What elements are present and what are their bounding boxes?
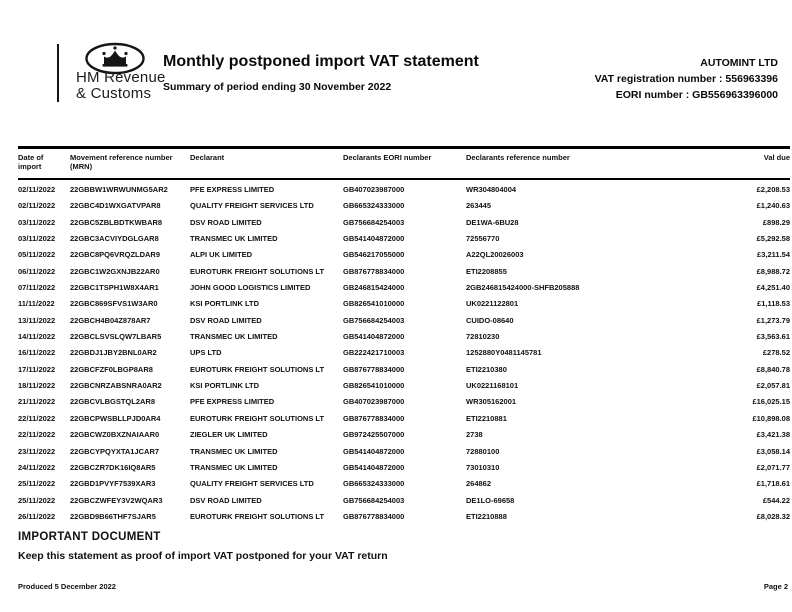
cell-declarant-reference: 73010310 <box>466 462 500 472</box>
cell-import-date: 11/11/2022 <box>18 299 55 309</box>
hmrc-logo-line2: & Customs <box>76 85 152 102</box>
table-row <box>18 329 790 345</box>
period-summary: Summary of period ending 30 November 2022 <box>163 81 392 93</box>
cell-declarant-eori: GB222421710003 <box>343 348 405 358</box>
cell-declarant: UPS LTD <box>190 348 222 358</box>
column-header-date: Date of import <box>18 153 44 171</box>
table-row <box>18 362 790 378</box>
cell-declarant: ZIEGLER UK LIMITED <box>190 430 268 440</box>
cell-declarant: DSV ROAD LIMITED <box>190 315 262 325</box>
table-row <box>18 444 790 460</box>
cell-mrn: 22GBCYPQYXTA1JCAR7 <box>70 446 160 456</box>
cell-import-date: 05/11/2022 <box>18 250 56 260</box>
cell-declarant-reference: WR305162001 <box>466 397 517 407</box>
cell-import-date: 22/11/2022 <box>18 413 56 423</box>
cell-val-due: £898.29 <box>762 217 790 227</box>
hmrc-logo-text <box>76 70 166 102</box>
column-header-eori: Declarants EORI number <box>343 153 432 162</box>
cell-import-date: 03/11/2022 <box>18 234 56 244</box>
produced-date: Produced 5 December 2022 <box>18 582 116 591</box>
cell-declarant-reference: 72556770 <box>466 234 500 244</box>
cell-declarant: QUALITY FREIGHT SERVICES LTD <box>190 479 314 489</box>
cell-declarant-reference: ETI2210881 <box>466 413 507 423</box>
logo-divider-line <box>57 44 59 102</box>
cell-declarant-eori: GB541404872000 <box>343 332 405 342</box>
cell-mrn: 22GBC5ZBLBDTKWBAR8 <box>70 217 163 227</box>
cell-declarant-reference: A22QL20026003 <box>466 250 524 260</box>
table-row <box>18 296 790 312</box>
cell-mrn: 22GBCWZ0BXZNAIAAR0 <box>70 430 160 440</box>
cell-val-due: £1,118.53 <box>757 299 790 309</box>
cell-import-date: 25/11/2022 <box>18 479 56 489</box>
cell-declarant-reference: WR304804004 <box>466 185 517 194</box>
cell-declarant-eori: GB541404872000 <box>343 446 405 456</box>
cell-mrn: 22GBCLSVSLQW7LBAR5 <box>70 332 162 342</box>
cell-val-due: £3,421.38 <box>756 430 790 440</box>
cell-val-due: £2,057.81 <box>756 381 790 391</box>
cell-mrn: 22GBC1TSPH1W8X4AR1 <box>70 283 159 293</box>
cell-declarant-reference: DE1WA-6BU28 <box>466 217 519 227</box>
cell-mrn: 22GBD9B66THF7SJAR5 <box>70 511 156 521</box>
column-header-declarant: Declarant <box>190 153 225 162</box>
cell-declarant: EUROTURK FREIGHT SOLUTIONS LT <box>190 413 325 423</box>
table-row <box>18 411 790 427</box>
cell-import-date: 02/11/2022 <box>18 185 56 194</box>
cell-mrn: 22GBC869SFVS1W3AR0 <box>70 299 158 309</box>
cell-mrn: 22GBCH4B04Z878AR7 <box>70 315 151 325</box>
cell-val-due: £2,208.53 <box>756 185 790 194</box>
cell-mrn: 22GBBW1WRWUNMG5AR2 <box>70 185 168 194</box>
cell-declarant-eori: GB541404872000 <box>343 462 405 472</box>
cell-val-due: £3,211.54 <box>757 250 790 260</box>
cell-import-date: 07/11/2022 <box>18 283 56 293</box>
cell-declarant-reference: 72880100 <box>466 446 500 456</box>
cell-import-date: 06/11/2022 <box>18 266 56 276</box>
cell-declarant-reference: UK0221122801 <box>466 299 519 309</box>
cell-declarant: QUALITY FREIGHT SERVICES LTD <box>190 201 314 211</box>
cell-declarant: ALPI UK LIMITED <box>190 250 253 260</box>
cell-declarant: DSV ROAD LIMITED <box>190 495 262 505</box>
company-name: AUTOMINT LTD <box>700 57 778 69</box>
cell-val-due: £8,840.78 <box>756 364 790 374</box>
cell-declarant-eori: GB665324333000 <box>343 201 405 211</box>
table-row <box>18 313 790 329</box>
cell-declarant-eori: GB756684254003 <box>343 495 405 505</box>
cell-declarant-eori: GB246815424000 <box>343 283 405 293</box>
cell-declarant: EUROTURK FREIGHT SOLUTIONS LT <box>190 511 325 521</box>
cell-import-date: 25/11/2022 <box>18 495 56 505</box>
cell-declarant: PFE EXPRESS LIMITED <box>190 185 275 194</box>
cell-declarant-eori: GB756684254003 <box>343 217 405 227</box>
table-row <box>18 460 790 476</box>
cell-declarant-eori: GB876778834000 <box>343 364 405 374</box>
cell-val-due: £4,251.40 <box>756 283 790 293</box>
table-row <box>18 182 790 198</box>
cell-declarant-eori: GB826541010000 <box>343 299 405 309</box>
cell-import-date: 02/11/2022 <box>18 201 56 211</box>
cell-val-due: £16,025.15 <box>752 397 790 407</box>
cell-mrn: 22GBC4D1WXGATVPAR8 <box>70 201 161 211</box>
table-row <box>18 394 790 410</box>
table-row <box>18 198 790 214</box>
cell-declarant-reference: 72810230 <box>466 332 500 342</box>
company-details <box>595 55 778 103</box>
cell-mrn: 22GBD1PVYF7539XAR3 <box>70 479 156 489</box>
table-row <box>18 345 790 361</box>
cell-val-due: £1,273.79 <box>756 315 790 325</box>
page-number: Page 2 <box>763 582 788 591</box>
cell-declarant: PFE EXPRESS LIMITED <box>190 397 275 407</box>
cell-import-date: 24/11/2022 <box>18 462 56 472</box>
cell-declarant-reference: ETI2210380 <box>466 364 507 374</box>
important-document-heading: IMPORTANT DOCUMENT <box>18 531 161 543</box>
cell-val-due: £8,028.32 <box>756 511 790 521</box>
important-document-text: Keep this statement as proof of import VAT postponed for your VAT return <box>18 550 388 562</box>
cell-declarant: TRANSMEC UK LIMITED <box>190 234 278 244</box>
column-header-reference: Declarants reference number <box>466 153 570 162</box>
cell-declarant-eori: GB876778834000 <box>343 413 405 423</box>
cell-declarant-eori: GB826541010000 <box>343 381 405 391</box>
cell-import-date: 26/11/2022 <box>18 511 56 521</box>
cell-mrn: 22GBCVLBGSTQL2AR8 <box>70 397 156 407</box>
cell-val-due: £8,988.72 <box>756 266 790 276</box>
cell-declarant-eori: GB546217055000 <box>343 250 405 260</box>
cell-import-date: 16/11/2022 <box>18 348 56 358</box>
cell-mrn: 22GBC1W2GXNJB22AR0 <box>70 266 160 276</box>
cell-declarant-reference: ETI2210888 <box>466 511 507 521</box>
cell-declarant: JOHN GOOD LOGISTICS LIMITED <box>190 283 311 293</box>
table-row <box>18 476 790 492</box>
cell-declarant-reference: 2GB246815424000-SHFB205888 <box>466 283 580 293</box>
cell-declarant-reference: ETI2208855 <box>466 266 507 276</box>
cell-declarant: TRANSMEC UK LIMITED <box>190 332 278 342</box>
cell-val-due: £544.22 <box>762 495 790 505</box>
cell-mrn: 22GBC8PQ6VRQZLDAR9 <box>70 250 161 260</box>
cell-mrn: 22GBDJ1JBY2BNL0AR2 <box>70 348 157 358</box>
cell-declarant: EUROTURK FREIGHT SOLUTIONS LT <box>190 364 325 374</box>
cell-val-due: £3,563.61 <box>756 332 790 342</box>
cell-mrn: 22GBCZWFEY3V2WQAR3 <box>70 495 163 505</box>
cell-declarant-reference: 1252880Y0481145781 <box>466 348 542 358</box>
cell-val-due: £2,071.77 <box>756 462 790 472</box>
vat-registration-number: VAT registration number : 556963396 <box>594 73 778 85</box>
cell-import-date: 22/11/2022 <box>18 430 56 440</box>
cell-declarant-eori: GB407023987000 <box>343 397 405 407</box>
cell-mrn: 22GBCPWSBLLPJD0AR4 <box>70 413 161 423</box>
cell-declarant: KSI PORTLINK LTD <box>190 299 260 309</box>
cell-declarant: KSI PORTLINK LTD <box>190 381 260 391</box>
cell-import-date: 13/11/2022 <box>18 315 56 325</box>
table-body <box>18 180 790 525</box>
cell-val-due: £1,240.63 <box>756 201 790 211</box>
hmrc-logo-line1: HM Revenue <box>76 69 166 86</box>
cell-declarant-reference: 264862 <box>466 479 492 489</box>
vat-statement-table <box>18 146 790 525</box>
cell-declarant-eori: GB756684254003 <box>343 315 405 325</box>
cell-declarant-eori: GB665324333000 <box>343 479 405 489</box>
cell-declarant-eori: GB972425507000 <box>343 430 405 440</box>
cell-declarant-reference: 263445 <box>466 201 492 211</box>
cell-import-date: 03/11/2022 <box>18 217 56 227</box>
cell-declarant-eori: GB876778834000 <box>343 511 405 521</box>
table-row <box>18 493 790 509</box>
table-row <box>18 264 790 280</box>
cell-declarant: TRANSMEC UK LIMITED <box>190 462 278 472</box>
cell-declarant-reference: CUIDO-08640 <box>466 315 514 325</box>
table-row <box>18 427 790 443</box>
cell-import-date: 14/11/2022 <box>18 332 56 342</box>
cell-declarant: EUROTURK FREIGHT SOLUTIONS LT <box>190 266 325 276</box>
eori-number: EORI number : GB556963396000 <box>615 89 778 101</box>
cell-val-due: £10,898.08 <box>752 413 790 423</box>
cell-import-date: 18/11/2022 <box>18 381 56 391</box>
table-header <box>18 146 790 180</box>
table-row <box>18 247 790 263</box>
cell-declarant-reference: DE1LO-69658 <box>466 495 515 505</box>
cell-declarant-reference: 2738 <box>466 430 483 440</box>
cell-declarant-eori: GB876778834000 <box>343 266 405 276</box>
cell-mrn: 22GBCNRZABSNRA0AR2 <box>70 381 162 391</box>
cell-import-date: 23/11/2022 <box>18 446 56 456</box>
cell-declarant-reference: UK0221168101 <box>466 381 519 391</box>
cell-val-due: £1,718.61 <box>756 479 790 489</box>
cell-declarant-eori: GB541404872000 <box>343 234 405 244</box>
cell-val-due: £5,292.58 <box>756 234 790 244</box>
cell-mrn: 22GBCZR7DK16IQ8AR5 <box>70 462 156 472</box>
table-row <box>18 215 790 231</box>
page-title: Monthly postponed import VAT statement <box>163 53 479 70</box>
cell-import-date: 21/11/2022 <box>18 397 56 407</box>
cell-val-due: £3,058.14 <box>756 446 790 456</box>
cell-mrn: 22GBC3ACVIYDGLGAR8 <box>70 234 159 244</box>
cell-declarant-eori: GB407023987000 <box>343 185 405 194</box>
cell-declarant: DSV ROAD LIMITED <box>190 217 262 227</box>
column-header-mrn: Movement reference number (MRN) <box>70 153 173 171</box>
cell-mrn: 22GBCFZF0LBGP8AR8 <box>70 364 153 374</box>
cell-val-due: £278.52 <box>762 348 790 358</box>
cell-declarant: TRANSMEC UK LIMITED <box>190 446 278 456</box>
table-row <box>18 231 790 247</box>
column-header-val-due: Val due <box>763 153 790 162</box>
table-row <box>18 378 790 394</box>
table-row <box>18 509 790 525</box>
table-row <box>18 280 790 296</box>
cell-import-date: 17/11/2022 <box>18 364 56 374</box>
